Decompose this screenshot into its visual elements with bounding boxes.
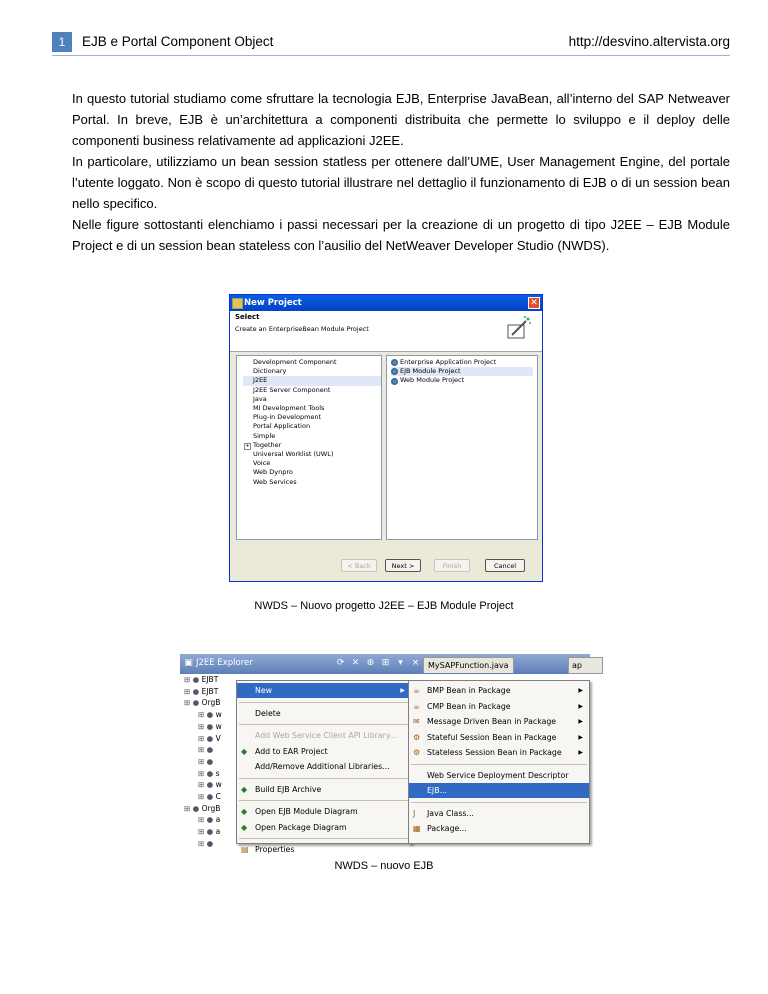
menu-item[interactable] (237, 744, 411, 759)
category-item[interactable] (243, 450, 381, 459)
figure-caption-2: NWDS – nuovo EJB (334, 860, 434, 872)
detail-paragraph: In particolare, utilizziamo un bean session statless per ottenere dall’UME, User Management Engine, del portale l’utente loggato. Non è scopo di questo tutorial illustrare nel dettaglio il funzionamento di EJB o di un session bean nello specifico. (72, 154, 730, 211)
menu-item-icon: ▤ (241, 845, 249, 854)
category-item[interactable] (243, 478, 381, 487)
menu-item-label: Build EJB Archive (255, 784, 322, 794)
menu-separator (239, 778, 409, 779)
category-label: Dictionary (253, 367, 287, 376)
tree-node-icon: ⊞ ● (198, 780, 216, 790)
tree-node-icon: ⊞ ● (198, 768, 216, 778)
category-item[interactable] (243, 376, 381, 385)
menu-item-label: Add to EAR Project (255, 746, 328, 756)
explorer-tree-item[interactable] (182, 709, 238, 721)
tree-node-label: s (215, 768, 220, 778)
menu-dropdown-icon[interactable]: ▾ (398, 658, 403, 668)
tree-node-label: w (215, 780, 222, 790)
menu-item-label: BMP Bean in Package (427, 686, 511, 695)
menu-item[interactable] (237, 842, 411, 857)
menu-item[interactable] (409, 714, 589, 729)
menu-item-label: EJB... (427, 786, 448, 795)
category-label: Development Component (253, 358, 337, 366)
j2ee-explorer-screenshot (180, 654, 590, 854)
filter-icon[interactable]: ⊞ (381, 658, 390, 668)
tree-node-icon: ⊞ ● (198, 838, 214, 848)
close-view-icon[interactable]: × (411, 658, 420, 668)
tree-node-label: V (215, 733, 221, 743)
cancel-button[interactable]: Cancel (485, 559, 525, 572)
category-label: Portal Application (253, 422, 311, 431)
explorer-tree-item[interactable] (182, 803, 238, 815)
header-rule (52, 55, 730, 56)
close-icon[interactable]: ✕ (528, 297, 540, 309)
menu-item-icon: ▦ (413, 824, 421, 833)
menu-item[interactable] (409, 783, 589, 798)
tree-node-label: EJBT (201, 686, 219, 696)
menu-item[interactable] (409, 821, 589, 836)
tree-node-icon: ⊞ ● (198, 827, 216, 837)
menu-separator (411, 802, 587, 803)
sync-icon[interactable]: ⟳ (336, 658, 345, 668)
menu-item-label: CMP Bean in Package (427, 701, 511, 711)
category-item[interactable] (243, 395, 381, 404)
back-button[interactable]: < Back (341, 559, 377, 572)
menu-item[interactable] (409, 745, 589, 760)
submenu-arrow-icon: ▶ (578, 702, 583, 710)
menu-item-icon: ◆ (241, 784, 248, 794)
explorer-tree-item[interactable] (182, 756, 238, 768)
submenu-arrow-icon: ▶ (578, 749, 583, 756)
project-type-label: Enterprise Application Project (400, 358, 497, 366)
category-label: Simple (253, 431, 276, 440)
tree-node-label: w (215, 710, 222, 720)
submenu-arrow-icon: ▶ (578, 733, 583, 741)
menu-item-icon: ☕ (413, 686, 421, 695)
menu-item-label: Open Package Diagram (255, 822, 347, 832)
menu-item-label: Add/Remove Additional Libraries... (255, 762, 390, 771)
menu-item[interactable] (237, 728, 411, 743)
project-globe-icon (391, 378, 398, 385)
project-type-item[interactable] (391, 358, 533, 367)
menu-item-label: Java Class... (427, 808, 474, 818)
tree-node-icon: ⊞ ● (184, 686, 202, 696)
project-type-list[interactable] (386, 355, 538, 540)
category-label: Voice (253, 459, 271, 468)
menu-separator (411, 764, 587, 765)
new-project-dialog (229, 294, 543, 582)
context-menu (236, 680, 412, 854)
expand-icon[interactable]: + (245, 442, 250, 449)
tree-node-label: OrgB (201, 698, 221, 708)
category-label: Plug-in Development (253, 413, 322, 422)
category-item[interactable] (243, 413, 381, 422)
explorer-tree-item[interactable] (182, 838, 238, 850)
menu-item-icon: ⚙ (413, 748, 421, 757)
explorer-tree-item[interactable] (182, 733, 238, 745)
menu-item[interactable] (409, 768, 589, 783)
wizard-icon (506, 315, 532, 341)
explorer-tree-item[interactable] (182, 826, 238, 838)
menu-item-icon: ☕ (413, 701, 421, 711)
dialog-heading: Select (235, 313, 260, 321)
page-header (0, 0, 768, 60)
category-item[interactable] (243, 441, 381, 450)
menu-item-label: New (255, 686, 273, 695)
tree-node-icon: ⊞ ● (198, 745, 214, 755)
menu-item-label: Stateless Session Bean in Package (427, 748, 562, 757)
menu-item-label: Add Web Service Client API Library... (255, 731, 397, 740)
submenu-arrow-icon: ▶ (578, 718, 583, 725)
steps-paragraph: Nelle figure sottostanti elenchiamo i passi necessari per la creazione di un progetto di tipo J2EE – EJB Module Project e di un session bean stateless con l’ausilio del NetWeaver Developer Studio (NWDS). (72, 217, 730, 253)
project-type-label: Web Module Project (400, 376, 465, 385)
tree-node-icon: ⊞ ● (198, 721, 216, 731)
menu-item-icon: ◆ (241, 822, 248, 832)
menu-item[interactable] (409, 699, 589, 714)
category-label: Together (253, 440, 282, 449)
category-label: Web Services (253, 477, 297, 486)
tree-node-label: OrgB (201, 803, 221, 813)
explorer-tree-item[interactable] (182, 721, 238, 733)
category-label: MI Development Tools (253, 404, 325, 413)
menu-item-label: Properties (255, 845, 295, 854)
project-globe-icon (391, 368, 398, 375)
menu-item-icon: ✉ (413, 717, 420, 726)
next-button[interactable]: Next > (385, 559, 421, 572)
menu-item[interactable] (237, 804, 411, 819)
category-item[interactable] (243, 459, 381, 468)
submenu-arrow-icon: ▶ (400, 687, 405, 694)
menu-item[interactable] (409, 730, 589, 745)
editor-tab-second[interactable]: ap (568, 657, 603, 674)
tree-node-label: a (215, 815, 221, 825)
new-submenu (408, 680, 590, 844)
tree-node-icon: ⊞ ● (198, 815, 216, 825)
submenu-arrow-icon: ▶ (578, 687, 583, 694)
tree-node-label: EJBT (201, 675, 219, 684)
project-type-label: EJB Module Project (400, 367, 461, 376)
menu-item[interactable] (237, 782, 411, 797)
category-item[interactable] (243, 404, 381, 413)
menu-separator (239, 724, 409, 725)
document-title: EJB e Portal Component Object (82, 34, 274, 49)
tree-node-label: w (215, 721, 222, 731)
dialog-banner (230, 311, 542, 352)
site-url: http://desvino.altervista.org (568, 34, 730, 49)
category-label: Web Dynpro (253, 468, 293, 477)
editor-tab-mysapfunction[interactable]: MySAPFunction.java (423, 657, 514, 673)
dialog-titlebar (230, 295, 542, 311)
menu-item[interactable] (237, 820, 411, 835)
tree-node-icon: ⊞ ● (198, 733, 216, 743)
finish-button[interactable]: Finish (434, 559, 470, 572)
tree-node-icon: ⊞ ● (184, 675, 202, 684)
explorer-tree-item[interactable] (182, 814, 238, 826)
menu-item-label: Stateful Session Bean in Package (427, 732, 557, 742)
explorer-tree-item[interactable] (182, 697, 238, 709)
tree-node-label: C (215, 792, 221, 802)
menu-separator (239, 800, 409, 801)
figure-caption-1: NWDS – Nuovo progetto J2EE – EJB Module Project (254, 600, 514, 612)
category-tree[interactable] (236, 355, 382, 540)
explorer-tree-item[interactable] (182, 744, 238, 756)
menu-separator (239, 702, 409, 703)
category-item[interactable] (243, 358, 381, 367)
explorer-tree-item[interactable] (182, 686, 238, 698)
category-label: J2EE Server Component (253, 385, 331, 394)
dialog-title: New Project (244, 298, 302, 308)
menu-item[interactable] (237, 683, 411, 698)
project-globe-icon (391, 359, 398, 366)
category-label: Universal Worklist (UWL) (253, 450, 334, 459)
dialog-subheading: Create an EnterpriseBean Module Project (235, 325, 369, 333)
explorer-titlebar (180, 654, 590, 674)
tree-node-icon: ⊞ ● (198, 792, 216, 802)
menu-item[interactable] (409, 683, 589, 698)
explorer-tree-item[interactable] (182, 768, 238, 780)
menu-item[interactable] (237, 706, 411, 721)
collapse-icon[interactable]: ✕ (351, 658, 360, 668)
category-label: Java (253, 394, 267, 403)
category-item[interactable] (243, 367, 381, 376)
menu-item-label: Delete (255, 708, 281, 718)
tree-node-icon: ⊞ ● (198, 710, 216, 720)
target-icon[interactable]: ⊕ (366, 658, 375, 668)
category-item[interactable] (243, 422, 381, 431)
page-number: 1 (52, 32, 72, 52)
menu-item-icon: ⚙ (413, 732, 421, 742)
project-explorer-tree[interactable] (182, 674, 238, 848)
menu-item-icon: J (413, 808, 416, 818)
window-icon (232, 298, 243, 309)
menu-item-label: Package... (427, 824, 467, 833)
explorer-tree-item[interactable] (182, 791, 238, 803)
menu-item-icon: ◆ (241, 746, 248, 756)
tree-node-label: a (215, 827, 221, 837)
explorer-title: J2EE Explorer (196, 658, 253, 668)
category-item[interactable] (243, 386, 381, 395)
category-item[interactable] (243, 468, 381, 477)
explorer-icon: ▣ (184, 658, 193, 668)
category-label: J2EE (253, 376, 268, 385)
category-item[interactable] (243, 432, 381, 441)
menu-item-label: Open EJB Module Diagram (255, 807, 358, 816)
menu-item-label: Web Service Deployment Descriptor (427, 770, 569, 780)
explorer-tree-item[interactable] (182, 674, 238, 686)
menu-separator (239, 838, 409, 839)
tree-node-icon: ⊞ ● (184, 698, 202, 708)
tree-node-icon: ⊞ ● (198, 756, 214, 766)
menu-item[interactable] (237, 759, 411, 774)
menu-item-label: Message Driven Bean in Package (427, 717, 557, 726)
tree-node-icon: ⊞ ● (184, 803, 202, 813)
explorer-tree-item[interactable] (182, 779, 238, 791)
menu-item-icon: ◆ (241, 807, 248, 816)
intro-paragraph: In questo tutorial studiamo come sfruttare la tecnologia EJB, Enterprise JavaBean, all’interno del SAP Netweaver Portal. In breve, EJB è un’architettura a componenti distribuita che permette lo sviluppo e il deploy delle componenti business relativamente ad applicazioni J2EE. (72, 91, 730, 148)
project-type-item[interactable] (391, 376, 533, 385)
project-type-item[interactable] (391, 367, 533, 376)
menu-item[interactable] (409, 806, 589, 821)
